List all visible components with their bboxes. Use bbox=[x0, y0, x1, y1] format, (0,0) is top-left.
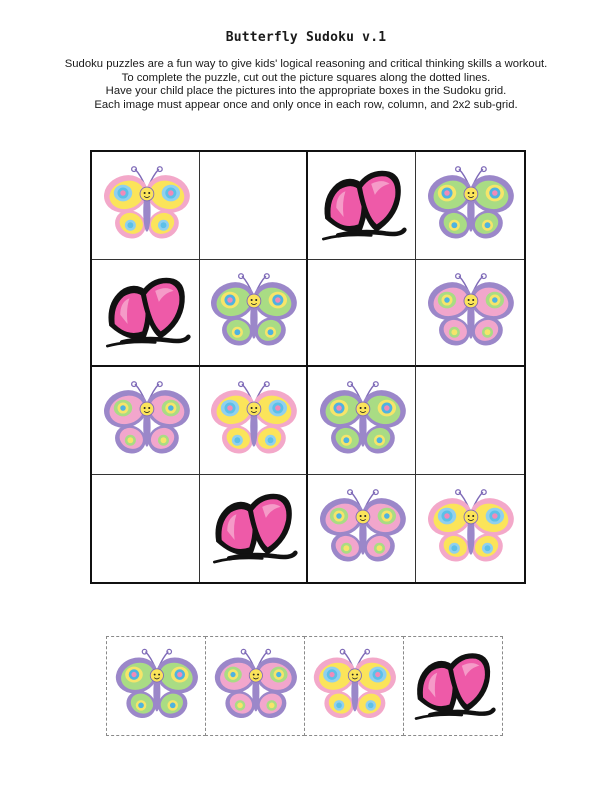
yellow-butterfly-icon bbox=[100, 163, 192, 247]
cutout-pieces bbox=[106, 636, 506, 736]
grid-cell bbox=[92, 367, 200, 475]
empty-grid-cell[interactable] bbox=[308, 260, 416, 368]
green-butterfly-icon bbox=[424, 163, 516, 247]
cutout-piece[interactable] bbox=[106, 636, 206, 736]
sudoku-grid bbox=[90, 150, 526, 584]
grid-cell bbox=[308, 367, 416, 475]
purple-butterfly-icon bbox=[211, 646, 299, 726]
grid-cell bbox=[200, 475, 308, 583]
purple-butterfly-icon bbox=[424, 270, 516, 354]
instruction-line: Sudoku puzzles are a fun way to give kids' logical reasoning and critical thinking skills a workout. bbox=[64, 58, 548, 70]
black-butterfly-icon bbox=[207, 486, 299, 570]
purple-butterfly-icon bbox=[316, 486, 408, 570]
instruction-line: Have your child place the pictures into the appropriate boxes in the Sudoku grid. bbox=[105, 85, 507, 98]
black-butterfly-icon bbox=[316, 163, 408, 247]
instruction-line: To complete the puzzle, cut out the picture squares along the dotted lines. bbox=[121, 71, 491, 84]
empty-grid-cell[interactable] bbox=[416, 367, 524, 475]
yellow-butterfly-icon bbox=[207, 378, 299, 462]
purple-butterfly-icon bbox=[100, 378, 192, 462]
cutout-piece[interactable] bbox=[205, 636, 305, 736]
grid-cell bbox=[416, 152, 524, 260]
grid-cell bbox=[416, 475, 524, 583]
empty-grid-cell[interactable] bbox=[200, 152, 308, 260]
green-butterfly-icon bbox=[316, 378, 408, 462]
empty-grid-cell[interactable] bbox=[92, 475, 200, 583]
grid-cell bbox=[200, 367, 308, 475]
black-butterfly-icon bbox=[409, 646, 497, 726]
yellow-butterfly-icon bbox=[424, 486, 516, 570]
grid-cell bbox=[308, 152, 416, 260]
grid-cell bbox=[416, 260, 524, 368]
cutout-piece[interactable] bbox=[403, 636, 503, 736]
grid-cell bbox=[308, 475, 416, 583]
page-title: Butterfly Sudoku v.1 bbox=[225, 30, 387, 45]
instructions bbox=[30, 58, 582, 112]
green-butterfly-icon bbox=[207, 270, 299, 354]
grid-cell bbox=[92, 260, 200, 368]
instruction-line: Each image must appear once and only once in each row, column, and 2x2 sub-grid. bbox=[94, 98, 518, 111]
green-butterfly-icon bbox=[112, 646, 200, 726]
yellow-butterfly-icon bbox=[310, 646, 398, 726]
grid-cell bbox=[92, 152, 200, 260]
grid-cell bbox=[200, 260, 308, 368]
black-butterfly-icon bbox=[100, 270, 192, 354]
cutout-piece[interactable] bbox=[304, 636, 404, 736]
